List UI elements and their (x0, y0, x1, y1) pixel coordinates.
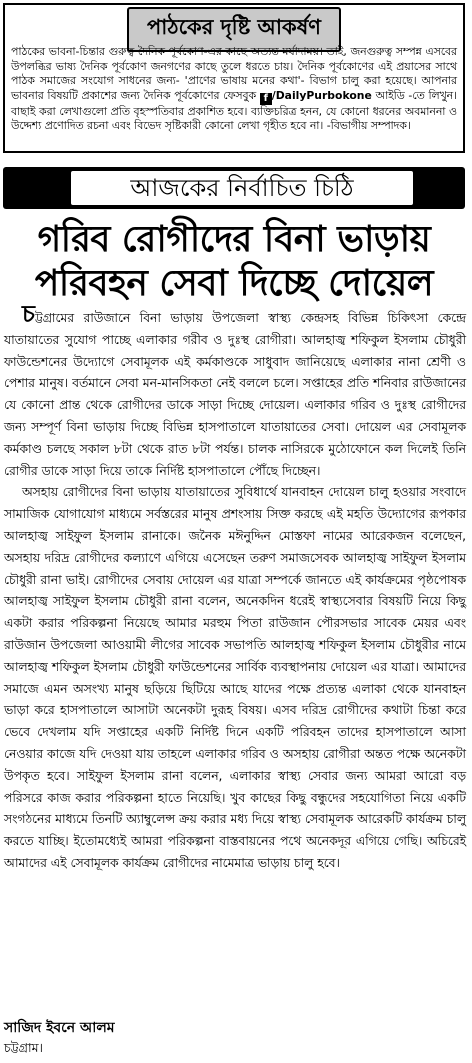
notice-text (11, 45, 457, 134)
facebook-handle: /DailyPurbokone (271, 88, 372, 102)
headline-line-1: গরিব রোগীদের বিনা ভাড়ায় (37, 219, 431, 260)
section-band-title: আজকের নির্বাচিত চিঠি (71, 171, 413, 205)
article-paragraph-1 (4, 300, 466, 482)
headline-line-2: পরিবহন সেবা দিচ্ছে দোয়েল (34, 263, 434, 304)
paragraph-1-text: ট্টগ্রামের রাউজানে বিনা ভাড়ায় উপজেলা স্বাস্থ্য কেন্দ্রসহ বিভিন্ন চিকিৎসা কেন্দ্রে যাতায়াতের সুযোগ পাচ্ছে এলাকার গরীব ও দুঃস্থ রোগীরা। আলহাজ্ব শফিকুল ইসলাম চৌধুরী ফাউন্ডেশনের উদ্যোগে সেবামূলক এই কর্মকাণ্ডকে সাধুবাদ জানিয়েছে এলাকার নানা শ্রেণী ও পেশার মানুষ। বর্তমানে সেবা মন-মানসিকতা নেই বললে চলে। সপ্তাহের প্রতি শনিবার রাউজানের যে কোনো প্রান্ত থেকে রোগীদের ডাকে সাড়া দিচ্ছে দোয়েল। এলাকার গরিব ও দুঃস্থ রোগীদের জন্য সম্পূর্ণ বিনা ভাড়ায় দিচ্ছে বিভিন্ন হাসপাতালে যাতায়াতের সেবা। দোয়েল এর সেবামূলক কর্মকাণ্ড চলছে সকাল ৮টা থেকে রাত ৮টা পর্যন্ত। চালক নাসিরকে মুঠোফোনে কল দিলেই তিনি রোগীর ডাকে সাড়া দিয়ে তাকে নির্দিষ্ট হাসপাতালে পৌঁছে দিচ্ছেন। (4, 311, 466, 478)
facebook-icon: f (260, 93, 272, 105)
author-location: চট্টগ্রাম। (4, 1040, 44, 1055)
article-body (4, 300, 466, 875)
section-band (3, 167, 465, 209)
article-paragraph-2: অসহায় রোগীদের বিনা ভাড়ায় যাতায়াতের সুবিধার্থে যানবাহন দোয়েল চালু হওয়ার সংবাদে সামাজিক যোগাযোগ মাধ্যমে সর্বস্তরের মানুষ প্রশংসায় সিক্ত করছে এই মহতি উদ্যোগের রূপকার আলহাজ্ব সাইফুল ইসলাম রানাকে। জনৈক মঈনুদ্দিন মোস্তফা নামের আরেকজন বলেছেন, অসহায় দরিদ্র রোগীদের কল্যাণে এগিয়ে এসেছেন তরুণ সমাজসেবক আলহাজ্ব সাইফুল ইসলাম চৌধুরী রানা ভাই। রোগীদের সেবায় দোয়েল এর যাত্রা সম্পর্কে জানতে এই কার্যক্রমের পৃষ্ঠপোষক আলহাজ্ব সাইফুল ইসলাম চৌধুরী রানা বলেন, অনেকদিন ধরেই স্বাস্থ্যসেবার বিষয়টি নিয়ে কিছু একটা করার পরিকল্পনা নিয়েছে আমার মরহুম পিতা রাউজান পৌরসভার সাবেক মেয়র এবং রাউজান উপজেলা আওয়ামী লীগের সাবেক সভাপতি আলহাজ্ব শফিকুল ইসলাম চৌধুরীর নামে আলহাজ্ব শফিকুল ইসলাম চৌধুরী ফাউন্ডেশনের সার্বিক ব্যবস্থাপনায় দোয়েল এর যাত্রা। আমাদের সমাজে এমন অসংখ্য মানুষ ছড়িয়ে ছিটিয়ে আছে যাদের পক্ষে প্রত্যন্ত এলাকা থেকে যানবাহন ভাড়া করে হাসপাতালে আসাটা অনেকটা দুরূহ বিষয়। এসব দরিদ্র রোগীদের কথাটা চিন্তা করে ভেবে দেখলাম যদি সপ্তাহের একটি নির্দিষ্ট দিনে একটি পরিবহন তাদের হাসপাতালে আসা নেওয়ার কাজে যদি দেওয়া যায় তাহলে এলাকার গরিব ও অসহায় রোগীরা অন্তত পক্ষে অনেকটা উপকৃত হবে। সাইফুল ইসলাম রানা বলেন, এলাকার স্বাস্থ্য সেবার জন্য আমরা আরো বড় পরিসরে কাজ করার পরিকল্পনা হাতে নিয়েছি। খুব কাছের কিছু বন্ধুদের সহযোগিতা নিয়ে একটি সংগঠনের মাধ্যমে তিনটি অ্যাম্বুলেন্স ক্রয় করার মধ্য দিয়ে স্বাস্থ্য সেবামূলক আরেকটি কার্যক্রম চালু করতে যাচ্ছি। ইতোমধ্যেই আমরা পরিকল্পনা বাস্তবায়নের পথে অনেকদূর এগিয়ে গেছি। অচিরেই আমাদের এই সেবামূলক কার্যক্রম রোগীদের নামেমাত্র ভাড়ায় চালু হবে। (4, 485, 466, 870)
notice-title: পাঠকের দৃষ্টি আকর্ষণ (127, 7, 341, 52)
author-name: সাজিদ ইবনে আলম (4, 1020, 115, 1036)
notice-text-part2: আইডি -তে লিখুন। বাছাই করা লেখাগুলো প্রতি বৃহস্পতিবার প্রকাশিত হবে। ব্যক্তিচরিত্র হনন, যে কোনো ধরনের অবমাননা ও উদ্দেশ্য প্রণোদিত রচনা এবং বিভেদ সৃষ্টিকারী কোনো লেখা গৃহীত হবে না। -বিভাগীয় সম্পাদক। (11, 88, 457, 133)
reader-notice-box (3, 3, 465, 153)
notice-text-part1: পাঠকের ভাবনা-চিন্তার গুরুত্ব দৈনিক পূর্বকোণ-এর কাছে অত্যন্ত মর্যাদাময়। তাই, জনগুরুত্ব সম্পন্ন এসবের উপলব্ধির ভাষ্য দৈনিক পূর্বকোণ জনগণের কাছে তুলে ধরতে চায়। দৈনিক পূর্বকোণের এই প্রয়াসের সাথে পাঠক সমাজের সংযোগ সাধনের জন্য- 'প্রাণের ভাষায় মনের কথা'- বিভাগ চালু করা হয়েছে। আপনার ভাবনার বিষয়টি প্রকাশের জন্য দৈনিক পূর্বকোণের ফেসবুক (11, 45, 457, 102)
drop-cap: চ (22, 300, 35, 328)
